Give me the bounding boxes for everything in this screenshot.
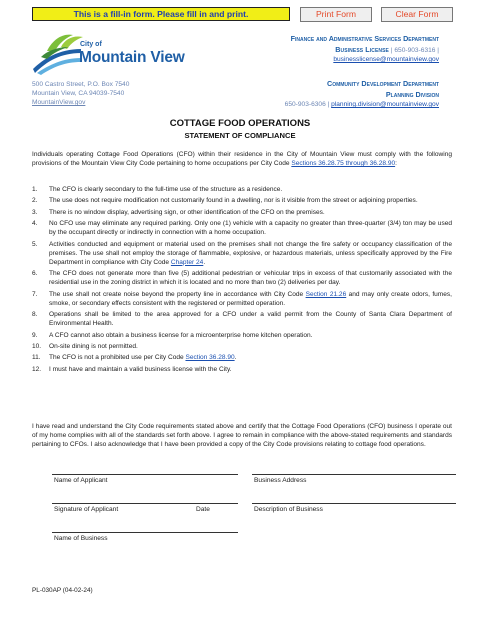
item-end: .: [234, 354, 237, 362]
logo-city-name: Mountain View: [79, 49, 185, 66]
intro-paragraph: [32, 150, 452, 168]
name-of-applicant-label: Name of Applicant: [54, 477, 108, 484]
item-text: A CFO cannot also obtain a business license for a microenterprise home kitchen operation.: [49, 331, 313, 339]
section-36-28-90-link[interactable]: Section 36.28.90: [185, 354, 235, 362]
item-number: 6.: [32, 270, 38, 278]
item-number: 3.: [32, 208, 38, 216]
description-of-business-label: Description of Business: [254, 506, 323, 513]
finance-email-row: [333, 56, 439, 63]
business-license-label: Business License: [335, 45, 389, 54]
name-of-applicant-field[interactable]: [52, 474, 238, 475]
item-end: and may only create odors, fumes, smoke, or secondary effects consistent with the registered or permitted operation.: [49, 290, 452, 307]
item-text: No CFO use may eliminate any required parking. Only one (1) vehicle with a capacity no greater than three-quarter (3/4) ton may be used by the occupant directly or indirectly in connection with a home occupation.: [49, 220, 452, 237]
description-of-business-field[interactable]: [252, 503, 456, 504]
logo-city-of: City of: [80, 41, 102, 48]
signature-of-applicant-label: Signature of Applicant: [54, 506, 119, 513]
name-of-business-label: Name of Business: [54, 535, 108, 542]
item-text: The use does not require modification not customarily found in a dwelling, nor is it visible from the street or adjoining properties.: [49, 197, 418, 205]
website-link[interactable]: MountainView.gov: [32, 99, 86, 106]
page-title: COTTAGE FOOD OPERATIONS: [169, 118, 311, 129]
address-line-2: Mountain View, CA 94039-7540: [32, 90, 125, 97]
list-item: [32, 208, 452, 217]
clear-form-button[interactable]: Clear Form: [381, 7, 453, 22]
address-line-1: 500 Castro Street, P.O. Box 7540: [32, 81, 130, 88]
item-number: 11.: [32, 354, 41, 362]
community-dept-title: Community Development Department: [327, 79, 439, 88]
item-end: .: [203, 258, 206, 266]
finance-phone: 650-903-6316 |: [394, 47, 439, 54]
list-item: [32, 331, 452, 340]
planning-phone: 650-903-6306 |: [284, 101, 330, 108]
item-text: The use shall not create noise beyond the property line in accordance with City Code: [49, 290, 306, 298]
provisions-list: [32, 185, 452, 376]
item-text: I must have and maintain a valid business license with the City.: [49, 365, 232, 373]
list-item: [32, 310, 452, 328]
item-number: 2.: [32, 197, 38, 205]
page-subtitle: STATEMENT OF COMPLIANCE: [184, 131, 296, 140]
certification-paragraph: I have read and understand the City Code requirements stated above and certify that the Cottage Food Operations (CFO) business I operate out of my home complies with all of the standards set forth above. I agree to remain in compliance with the above-stated requirements and standards pertaining to CFOs. I also acknowledge that I have been provided a copy of the City Code provisions relating to cottage food operations.: [32, 423, 452, 448]
chapter-24-link[interactable]: Chapter 24: [170, 258, 204, 266]
list-item: [32, 185, 452, 194]
fill-in-banner: This is a fill-in form. Please fill in and print.: [32, 7, 290, 21]
item-text: Operations shall be limited to the area approved for a CFO under a valid permit from the County of Santa Clara Department of Environmental Health.: [49, 311, 452, 328]
item-text: Activities conducted and equipment or material used on the premises shall not change the fire safety or occupancy classification of the premises. The use shall not employ the storage of flammable, explosive, or hazardous materials, unless specifically approved by the Fire Department in compliance with City Code: [49, 240, 452, 266]
item-text: The CFO is not a prohibited use per City Code: [49, 354, 186, 362]
item-number: 7.: [32, 290, 38, 298]
list-item: [32, 196, 452, 205]
item-number: 5.: [32, 240, 38, 248]
list-item: [32, 269, 452, 287]
item-number: 9.: [32, 331, 38, 339]
item-text: On-site dining is not permitted.: [49, 342, 138, 350]
list-item: [32, 353, 452, 362]
signature-field[interactable]: [52, 503, 238, 504]
item-number: 4.: [32, 220, 38, 228]
item-text: There is no window display, advertising sign, or other identification of the CFO on the premises.: [49, 208, 325, 216]
item-number: 10.: [32, 342, 42, 350]
item-number: 8.: [32, 311, 38, 319]
separator: |: [389, 47, 395, 54]
planning-email-link[interactable]: planning.division@mountainview.gov: [331, 101, 439, 108]
item-text: The CFO does not generate more than five (5) additional pedestrian or vehicular trips in excess of that customarily associated with the residential use in the zoning district in which it is located and no more than two (2) deliveries per day.: [49, 270, 452, 287]
item-number: 1.: [32, 186, 38, 193]
name-of-business-field[interactable]: [52, 532, 238, 533]
business-address-label: Business Address: [254, 477, 307, 484]
finance-dept-title: Finance and Administrative Services Department: [290, 34, 439, 43]
list-item: [32, 342, 452, 351]
intro-end: :: [395, 160, 397, 167]
item-number: 12.: [32, 365, 42, 373]
intro-text: Individuals operating Cottage Food Operations (CFO) within their residence in the City of Mountain View must comply with the following provisions of the Mountain View City Code pertaining to home occupations per City Code: [32, 151, 452, 167]
print-form-button[interactable]: Print Form: [300, 7, 372, 22]
list-item: [32, 365, 452, 374]
list-item: [32, 290, 452, 308]
address-block: [32, 80, 129, 107]
section-21-26-link[interactable]: Section 21.26: [305, 290, 347, 298]
code-sections-link[interactable]: Sections 36.28.75 through 36.28.90: [291, 160, 396, 167]
planning-division-title: Planning Division: [385, 90, 439, 99]
finance-email-link[interactable]: businesslicense@mountainview.gov: [333, 56, 439, 63]
list-item: [32, 219, 452, 237]
form-code: PL-030AP (04-02-24): [32, 587, 93, 594]
item-text: The CFO is clearly secondary to the full-time use of the structure as a residence.: [49, 186, 283, 193]
list-item: [32, 240, 452, 267]
date-label: Date: [196, 506, 210, 513]
business-license-line: [335, 45, 439, 54]
planning-contact-line: [285, 101, 439, 108]
business-address-field[interactable]: [252, 474, 456, 475]
